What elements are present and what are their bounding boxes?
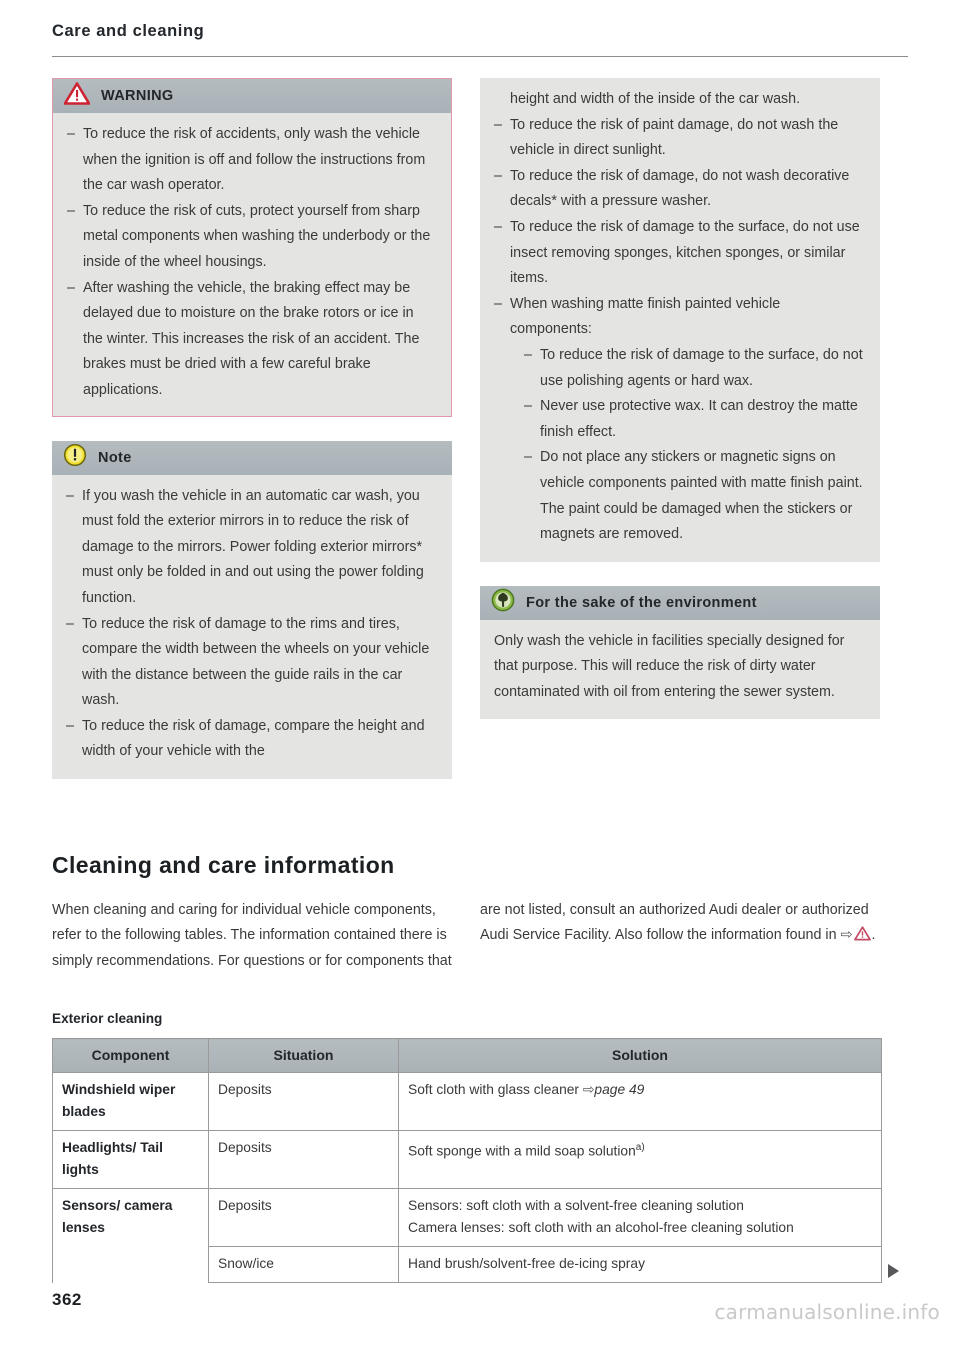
solution-text: Soft sponge with a mild soap solution [408, 1143, 636, 1159]
header-divider [52, 56, 908, 57]
section-paragraph-left: When cleaning and caring for individual vehicle components, refer to the following tables. The information contained there is simply recommendations. For questions or for components that [52, 902, 452, 969]
warning-item: – To reduce the risk of accidents, only wash the vehicle when the ignition is off and follow the instructions from the car wash operator. [67, 122, 437, 199]
note-callout-header [52, 441, 452, 475]
section-heading: Cleaning and care information [52, 852, 395, 878]
section-paragraph-right [480, 898, 890, 951]
environment-callout-box [480, 586, 880, 720]
note-item: – To reduce the risk of damage, compare the height and width of your vehicle with the [66, 714, 438, 765]
warning-triangle-icon-small [854, 925, 871, 950]
cell-component: Windshield wiper blades [53, 1073, 209, 1131]
matte-intro-text: When washing matte finish painted vehicle components: [510, 295, 781, 338]
right-column [480, 78, 880, 743]
warning-item: – After washing the vehicle, the braking effect may be delayed due to moisture on the brake rotors or ice in the winter. This increases the risk of an accident. The brakes must be dried with a few careful brake applications. [67, 276, 437, 404]
page-number: 362 [52, 1290, 82, 1309]
note-item-matte [494, 292, 866, 548]
running-header: Care and cleaning [52, 22, 205, 40]
note-item: – To reduce the risk of damage to the surface, do not use insect removing sponges, kitchen sponges, or similar items. [494, 215, 866, 292]
cell-situation: Snow/ice [209, 1247, 399, 1283]
reference-arrow-icon: ⇨ [582, 1082, 595, 1097]
environment-text: Only wash the vehicle in facilities specially designed for that purpose. This will reduce the risk of dirty water contaminated with oil from entering the sewer system. [494, 632, 845, 700]
note-item: – If you wash the vehicle in an automatic car wash, you must fold the exterior mirrors in to reduce the risk of damage to the mirrors. Power folding exterior mirrors* must only be folded in and out using the power folding function. [66, 484, 438, 612]
warning-item: – To reduce the risk of cuts, protect yourself from sharp metal components when washing the underbody or the inside of the wheel housings. [67, 199, 437, 276]
note-continued-first-line: height and width of the inside of the car wash. [510, 91, 801, 107]
exclamation-circle-icon [63, 443, 87, 472]
note-item: – To reduce the risk of paint damage, do not wash the vehicle in direct sunlight. [494, 113, 866, 164]
solution-text: Soft cloth with glass cleaner [408, 1082, 583, 1097]
environment-callout-header [480, 586, 880, 620]
note-item: – To reduce the risk of damage to the rims and tires, compare the width between the wheels on your vehicle with the distance between the guide rails in the car wash. [66, 612, 438, 714]
cell-solution [399, 1189, 882, 1247]
cell-situation: Deposits [209, 1073, 399, 1131]
note-item-list [66, 484, 438, 766]
table-row [53, 1189, 882, 1247]
warning-triangle-icon [64, 82, 90, 110]
cell-solution [399, 1073, 882, 1131]
cell-solution [399, 1131, 882, 1189]
solution-line-1: Sensors: soft cloth with a solvent-free cleaning solution [408, 1198, 744, 1213]
tree-circle-icon [491, 588, 515, 617]
environment-callout-title: For the sake of the environment [526, 594, 757, 611]
table-caption: Exterior cleaning [52, 1011, 163, 1026]
column-header-situation: Situation [209, 1039, 399, 1073]
matte-item: – Do not place any stickers or magnetic signs on vehicle components painted with matte finish paint. The paint could be damaged when the stickers or magnets are removed. [524, 445, 866, 547]
note-callout-title: Note [98, 449, 132, 466]
watermark-text: carmanualsonline.info [714, 1300, 940, 1324]
table-header-row [53, 1039, 882, 1073]
footnote-marker: a) [635, 1142, 645, 1153]
cell-situation: Deposits [209, 1131, 399, 1189]
warning-item-list [67, 122, 437, 404]
cell-component: Headlights/ Tail lights [53, 1131, 209, 1189]
environment-callout-body [480, 620, 880, 720]
warning-callout-box [52, 78, 452, 417]
table-row [53, 1073, 882, 1131]
cell-component: Sensors/ camera lenses [53, 1189, 209, 1283]
cell-solution: Hand brush/solvent-free de-icing spray [399, 1247, 882, 1283]
note-continued-list [494, 113, 866, 548]
column-header-solution: Solution [399, 1039, 882, 1073]
warning-callout-title: WARNING [101, 88, 174, 104]
note-callout-body [52, 475, 452, 780]
warning-callout-body [53, 113, 451, 416]
matte-item: – To reduce the risk of damage to the surface, do not use polishing agents or hard wax. [524, 343, 866, 394]
note-item: – To reduce the risk of damage, do not wash decorative decals* with a pressure washer. [494, 164, 866, 215]
table-row [53, 1131, 882, 1189]
note-callout-box [52, 441, 452, 780]
warning-callout-header [53, 79, 451, 113]
continuation-arrow-icon [888, 1264, 899, 1278]
page-reference-link[interactable]: page 49 [594, 1082, 645, 1097]
note-callout-continued [480, 78, 880, 562]
left-column [52, 78, 452, 803]
cell-situation: Deposits [209, 1189, 399, 1247]
section-paragraph-right-text: are not listed, consult an authorized Audi dealer or authorized Audi Service Facility. Also follow the information found in [480, 902, 869, 944]
section-paragraph-right-period: . [871, 927, 876, 944]
matte-sub-list [510, 343, 866, 548]
column-header-component: Component [53, 1039, 209, 1073]
solution-line-2: Camera lenses: soft cloth with an alcohol-free cleaning solution [408, 1220, 794, 1235]
matte-item: – Never use protective wax. It can destroy the matte finish effect. [524, 394, 866, 445]
exterior-cleaning-table [52, 1038, 882, 1283]
reference-arrow-icon: ⇨ [840, 927, 853, 944]
